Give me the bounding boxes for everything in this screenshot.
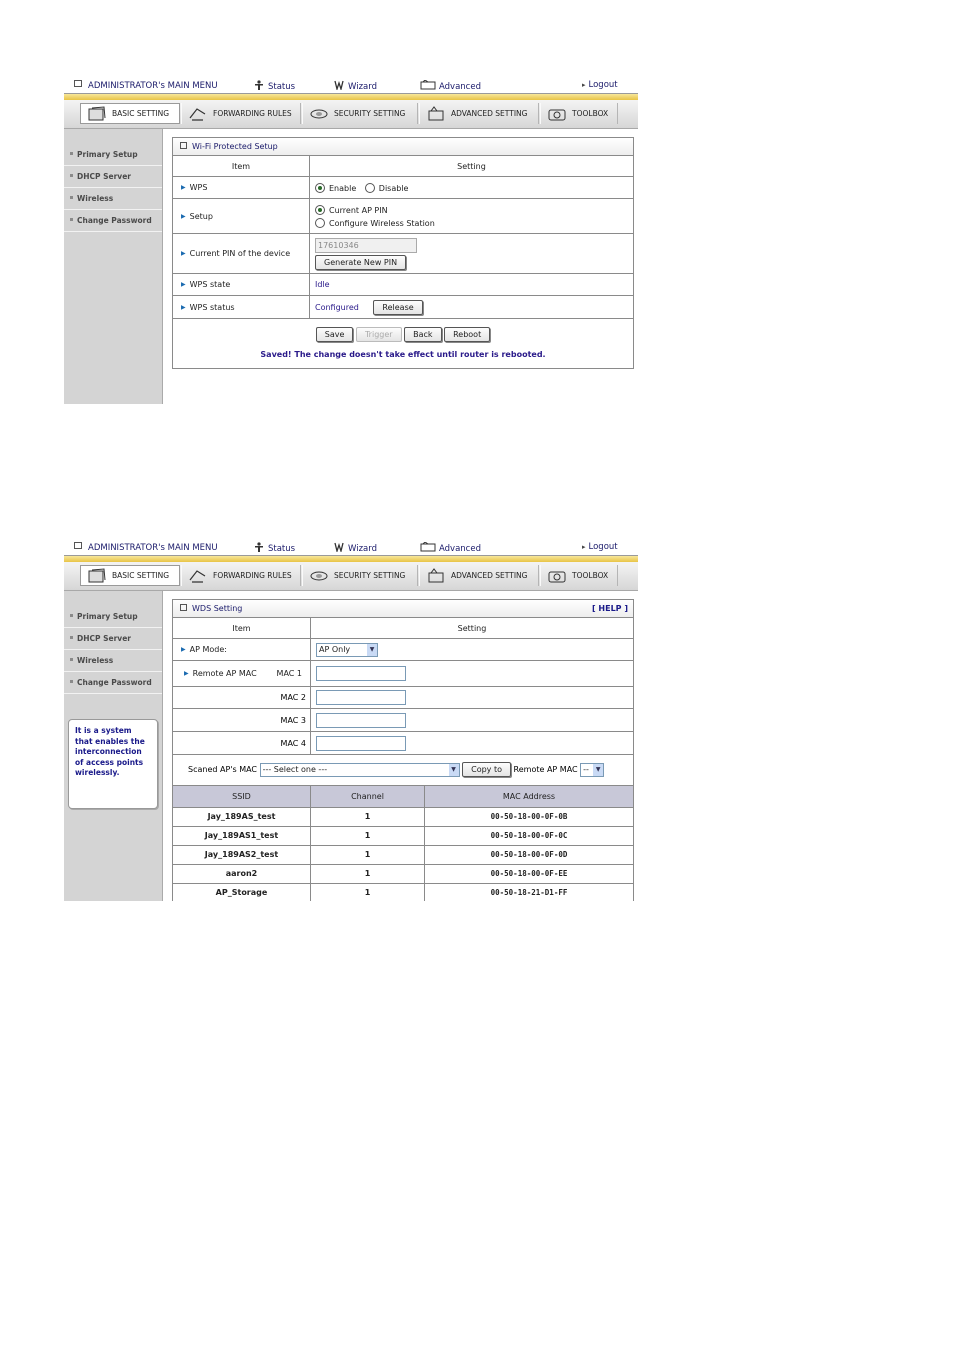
- ssid-header: SSID: [173, 785, 311, 807]
- remote-ap-mac-label: ▶ Remote AP MAC MAC 1: [173, 661, 311, 687]
- main-menu-title[interactable]: ADMINISTRATOR's MAIN MENU: [74, 542, 218, 553]
- scanned-ap-select[interactable]: --- Select one --- ▼: [260, 763, 460, 777]
- status-link[interactable]: Status: [254, 80, 295, 92]
- mac3-setting: [311, 709, 634, 732]
- advanced-setting-icon: [425, 106, 447, 122]
- remote-ap-mac-select[interactable]: -- ▼: [580, 763, 604, 777]
- panel-title: Wi-Fi Protected Setup: [173, 138, 633, 156]
- mac-cell: 00-50-18-00-0F-0C: [425, 826, 634, 845]
- col-item-header: Item: [173, 156, 310, 177]
- wds-panel: [172, 599, 634, 901]
- scan-select-row: [173, 755, 633, 785]
- help-text: It is a system that enables the interconnection of access points wirelessly.: [75, 726, 145, 777]
- mac-cell: 00-50-18-21-D1-FF: [425, 883, 634, 901]
- save-button[interactable]: Save: [316, 327, 354, 342]
- tab-toolbox[interactable]: TOOLBOX: [540, 565, 618, 586]
- wds-table: [173, 618, 633, 785]
- arrow-icon: ▶: [181, 212, 186, 220]
- logout-arrow-icon: ▸: [582, 81, 586, 89]
- state-value: Idle: [310, 274, 634, 296]
- remote-ap-mac-target-label: Remote AP MAC: [513, 765, 578, 775]
- arrow-icon: ▶: [181, 250, 186, 257]
- forwarding-icon: [187, 106, 209, 122]
- bullet-icon: [70, 658, 73, 661]
- configure-station-radio[interactable]: [315, 218, 325, 228]
- sidebar-item-dhcp-server[interactable]: DHCP Server: [64, 629, 162, 650]
- bullet-icon: [70, 614, 73, 617]
- forwarding-icon: [187, 568, 209, 584]
- status-row: [173, 296, 633, 319]
- wps-enable-radio[interactable]: [315, 183, 325, 193]
- status-value: Configured: [315, 302, 359, 312]
- ssid-cell: Jay_189AS2_test: [173, 845, 311, 864]
- mac-address-header: MAC Address: [425, 785, 634, 807]
- chevron-down-icon: ▼: [449, 764, 459, 776]
- channel-cell: 1: [311, 845, 425, 864]
- status-person-icon: [254, 542, 265, 552]
- scan-table-header: [173, 785, 633, 807]
- table-row[interactable]: [173, 826, 633, 845]
- sidebar-item-change-password[interactable]: Change Password: [64, 211, 162, 232]
- mac1-input[interactable]: [316, 666, 406, 681]
- mac-cell: 00-50-18-00-0F-EE: [425, 864, 634, 883]
- wps-setting: [310, 177, 634, 199]
- tab-security-setting[interactable]: SECURITY SETTING: [302, 103, 418, 124]
- logout-link[interactable]: ▸ Logout: [582, 80, 618, 90]
- ssid-cell: AP_Storage: [173, 883, 311, 901]
- setup-row: [173, 199, 633, 234]
- mac4-label: MAC 4: [173, 732, 311, 755]
- channel-cell: 1: [311, 883, 425, 901]
- reboot-button[interactable]: Reboot: [444, 327, 490, 342]
- scan-select-cell: [173, 755, 633, 785]
- tab-forwarding-rules[interactable]: FORWARDING RULES: [181, 103, 301, 124]
- pin-setting: [310, 234, 634, 274]
- sidebar: [64, 591, 163, 901]
- mac1-row: [173, 661, 633, 687]
- table-row[interactable]: [173, 807, 633, 826]
- basic-setting-icon: [86, 568, 108, 584]
- bullet-icon: [70, 218, 73, 221]
- sidebar-item-primary-setup[interactable]: Primary Setup: [64, 145, 162, 166]
- wizard-link[interactable]: Wizard: [334, 80, 377, 92]
- wps-screenshot: [64, 78, 638, 404]
- bullet-icon: [70, 636, 73, 639]
- setup-setting: [310, 199, 634, 234]
- table-row[interactable]: [173, 845, 633, 864]
- status-link[interactable]: Status: [254, 542, 295, 554]
- logout-link[interactable]: ▸ Logout: [582, 542, 618, 552]
- pin-label: ▶ Current PIN of the device: [173, 234, 310, 274]
- tab-basic-setting[interactable]: BASIC SETTING: [80, 103, 180, 124]
- sidebar-item-change-password[interactable]: Change Password: [64, 673, 162, 694]
- wps-table: [173, 156, 633, 368]
- actions-row: [173, 319, 633, 368]
- status-person-icon: [254, 80, 265, 90]
- help-link[interactable]: [ HELP ]: [591, 604, 628, 613]
- wizard-icon: [334, 542, 345, 552]
- bullet-icon: [70, 152, 73, 155]
- mac1-setting: [311, 661, 634, 687]
- mac-cell: 00-50-18-00-0F-0D: [425, 845, 634, 864]
- state-label: ▶ WPS state: [173, 274, 310, 296]
- status-setting: [310, 296, 634, 319]
- bullet-icon: [70, 174, 73, 177]
- title-square-icon: [180, 604, 187, 611]
- chevron-down-icon: ▼: [593, 764, 603, 776]
- sidebar: [64, 129, 163, 404]
- table-row[interactable]: [173, 864, 633, 883]
- tab-advanced-setting[interactable]: ADVANCED SETTING: [419, 103, 539, 124]
- channel-header: Channel: [311, 785, 425, 807]
- mac4-setting: [311, 732, 634, 755]
- setup-label: ▶ Setup: [173, 199, 310, 234]
- mac3-input[interactable]: [316, 713, 406, 728]
- wds-screenshot: [64, 540, 638, 901]
- col-item-header: Item: [173, 618, 311, 639]
- wps-label: ▶ WPS: [173, 177, 310, 199]
- copy-to-button[interactable]: Copy to: [462, 762, 511, 777]
- mac3-label: MAC 3: [173, 709, 311, 732]
- back-button[interactable]: Back: [404, 327, 441, 342]
- wps-disable-radio[interactable]: [365, 183, 375, 193]
- ssid-cell: Jay_189AS1_test: [173, 826, 311, 845]
- trigger-button[interactable]: Trigger: [356, 327, 402, 342]
- table-row[interactable]: [173, 883, 633, 901]
- advanced-icon: [420, 80, 436, 90]
- wps-panel: [172, 137, 634, 369]
- arrow-icon: ▶: [181, 184, 186, 191]
- wps-row: [173, 177, 633, 199]
- menu-square-icon: [74, 542, 82, 549]
- tab-security-setting[interactable]: SECURITY SETTING: [302, 565, 418, 586]
- security-icon: [308, 106, 330, 122]
- ap-mode-label: ▶ AP Mode:: [173, 639, 311, 661]
- sidebar-item-primary-setup[interactable]: Primary Setup: [64, 607, 162, 628]
- pin-row: [173, 234, 633, 274]
- sidebar-item-dhcp-server[interactable]: DHCP Server: [64, 167, 162, 188]
- bullet-icon: [70, 680, 73, 683]
- bullet-icon: [70, 196, 73, 199]
- tab-forwarding-rules[interactable]: FORWARDING RULES: [181, 565, 301, 586]
- title-square-icon: [180, 142, 187, 149]
- table-header: [173, 156, 633, 177]
- advanced-link[interactable]: Advanced: [420, 80, 481, 92]
- current-ap-pin-radio[interactable]: [315, 205, 325, 215]
- ap-mode-select[interactable]: AP Only ▼: [316, 643, 378, 657]
- scanned-label: Scaned AP's MAC: [188, 765, 258, 775]
- generate-pin-button[interactable]: Generate New PIN: [315, 255, 406, 270]
- scan-table: [173, 785, 633, 902]
- main-menu-bar: [64, 78, 638, 94]
- logout-arrow-icon: ▸: [582, 543, 586, 551]
- main-menu-bar: [64, 540, 638, 556]
- tab-toolbox[interactable]: TOOLBOX: [540, 103, 618, 124]
- advanced-link[interactable]: Advanced: [420, 542, 481, 554]
- ssid-cell: aaron2: [173, 864, 311, 883]
- col-setting-header: Setting: [311, 618, 634, 639]
- mac-cell: 00-50-18-00-0F-0B: [425, 807, 634, 826]
- main-menu-title[interactable]: ADMINISTRATOR's MAIN MENU: [74, 80, 218, 91]
- mac4-row: [173, 732, 633, 755]
- status-label: ▶ WPS status: [173, 296, 310, 319]
- mac4-input[interactable]: [316, 736, 406, 751]
- panel-title: WDS Setting [ HELP ]: [173, 600, 633, 618]
- toolbox-icon: [546, 568, 568, 584]
- channel-cell: 1: [311, 826, 425, 845]
- sidebar-item-wireless[interactable]: Wireless: [64, 189, 162, 210]
- menu-square-icon: [74, 80, 82, 87]
- tab-bar: [64, 562, 638, 591]
- toolbox-icon: [546, 106, 568, 122]
- pin-field[interactable]: 17610346: [315, 238, 417, 253]
- sidebar-item-wireless[interactable]: Wireless: [64, 651, 162, 672]
- arrow-icon: ▶: [181, 646, 186, 653]
- help-box: [68, 719, 158, 809]
- saved-message: Saved! The change doesn't take effect until router is rebooted.: [260, 350, 546, 360]
- enable-label: Enable: [329, 183, 357, 193]
- mac2-input[interactable]: [316, 690, 406, 705]
- mac2-setting: [311, 687, 634, 709]
- release-button[interactable]: Release: [373, 300, 422, 315]
- basic-setting-icon: [86, 106, 108, 122]
- actions-cell: [173, 319, 633, 368]
- mac2-row: [173, 687, 633, 709]
- col-setting-header: Setting: [310, 156, 634, 177]
- table-header: [173, 618, 633, 639]
- wizard-link[interactable]: Wizard: [334, 542, 377, 554]
- current-ap-pin-label: Current AP PIN: [329, 205, 388, 215]
- mac3-row: [173, 709, 633, 732]
- arrow-icon: ▶: [181, 303, 186, 311]
- arrow-icon: ▶: [184, 670, 189, 677]
- channel-cell: 1: [311, 864, 425, 883]
- security-icon: [308, 568, 330, 584]
- ap-mode-row: [173, 639, 633, 661]
- ssid-cell: Jay_189AS_test: [173, 807, 311, 826]
- configure-station-label: Configure Wireless Station: [329, 218, 435, 228]
- chevron-down-icon: ▼: [367, 644, 377, 656]
- advanced-icon: [420, 542, 436, 552]
- arrow-icon: ▶: [181, 281, 186, 288]
- disable-label: Disable: [378, 183, 409, 193]
- mac1-label: MAC 1: [276, 669, 302, 678]
- tab-advanced-setting[interactable]: ADVANCED SETTING: [419, 565, 539, 586]
- state-row: [173, 274, 633, 296]
- channel-cell: 1: [311, 807, 425, 826]
- wizard-icon: [334, 80, 345, 90]
- tab-bar: [64, 100, 638, 129]
- ap-mode-setting: [311, 639, 634, 661]
- tab-basic-setting[interactable]: BASIC SETTING: [80, 565, 180, 586]
- advanced-setting-icon: [425, 568, 447, 584]
- mac2-label: MAC 2: [173, 687, 311, 709]
